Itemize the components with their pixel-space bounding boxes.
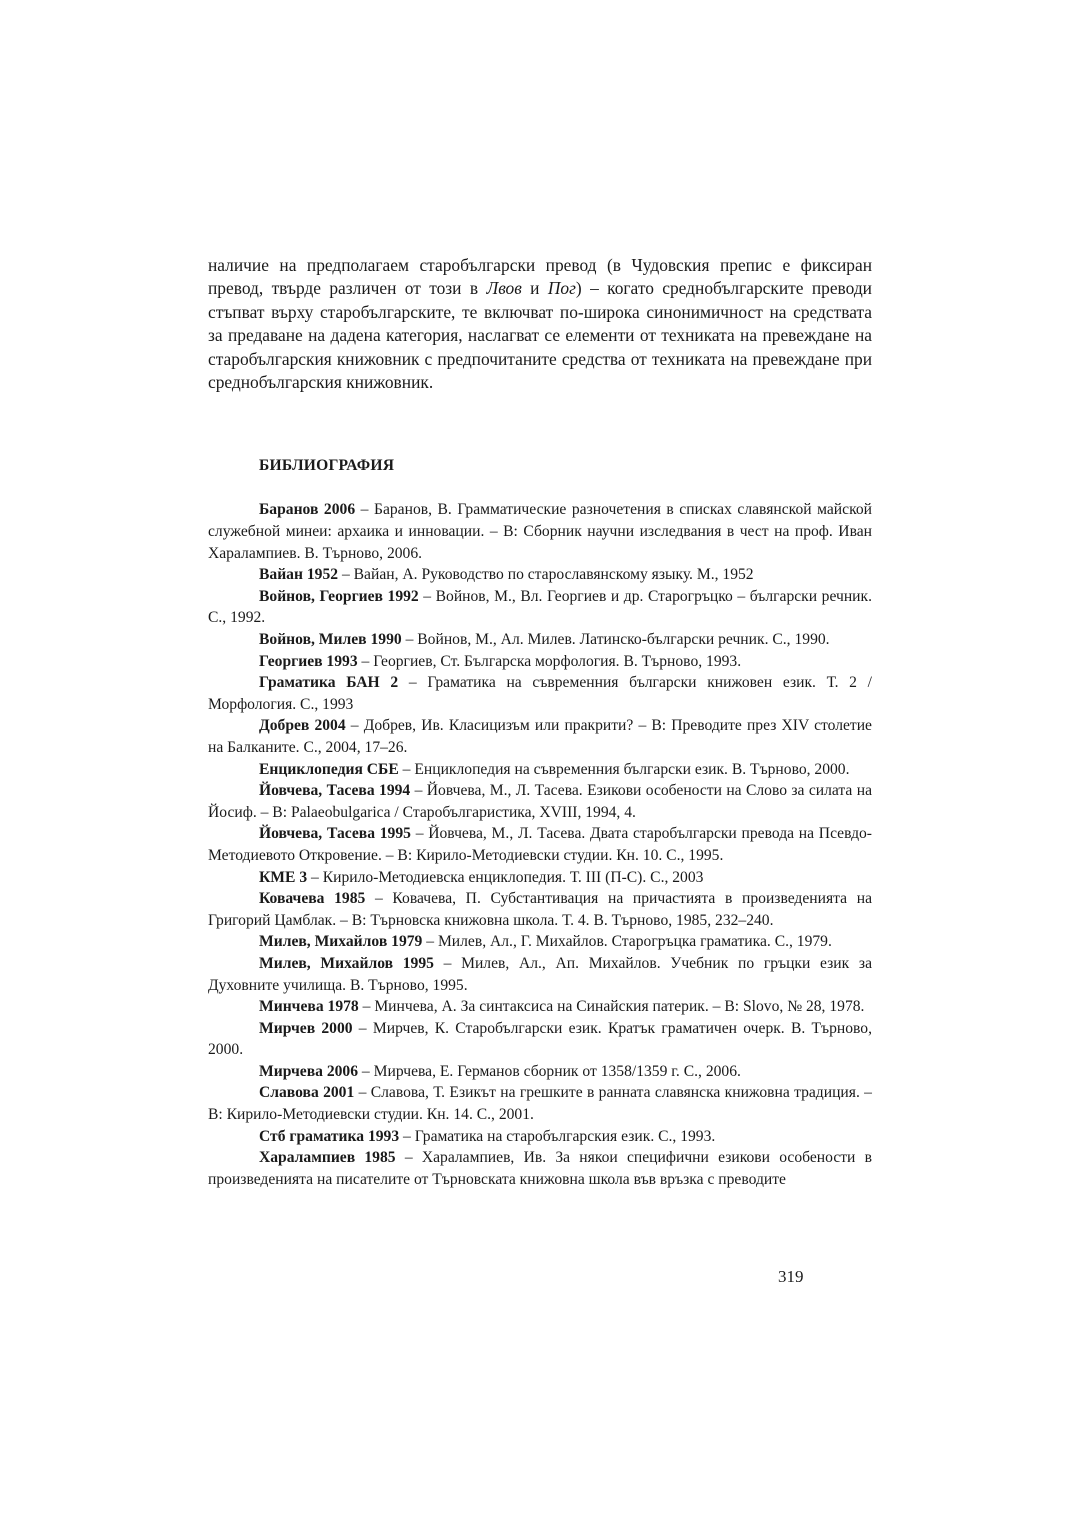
intro-italic-pog: Пог [547, 278, 576, 299]
entry-key: Ковачева 1985 [259, 890, 366, 908]
page-content [208, 254, 872, 1190]
entry-text: – Славова, Т. Езикът на грешките в ранната славянска книжовна традиция. – В: Кирило-Методиевски студии. Кн. 14. С., 2001. [208, 1084, 872, 1124]
entry-key: Стб граматика 1993 [259, 1127, 400, 1145]
entry-text: – Минчева, А. За синтаксиса на Синайския патерик. – В: Slovo, № 28, 1978. [358, 998, 865, 1016]
bibliography-entry [208, 629, 872, 651]
bibliography-entry [208, 586, 872, 629]
entry-key: Георгиев 1993 [259, 652, 358, 670]
entry-text: – Йовчева, М., Л. Тасева. Езикови особености на Слово за силата на Йосиф. – В: Palaeobulgarica / Старобългаристика, XVIII, 1994, 4. [208, 782, 872, 821]
entry-text: – Мирчева, Е. Германов сборник от 1358/1359 г. С., 2006. [358, 1062, 741, 1080]
intro-text-2: и [521, 278, 548, 299]
entry-key: КМЕ 3 [259, 868, 308, 886]
entry-key: Милев, Михайлов 1979 [259, 933, 423, 951]
bibliography-entry [208, 499, 872, 564]
bibliography-entry [208, 1126, 872, 1148]
bibliography-entry [208, 1061, 872, 1083]
bibliography-entry [208, 953, 872, 996]
entry-key: Милев, Михайлов 1995 [259, 954, 434, 972]
bibliography-entry [208, 867, 872, 889]
entry-key: Енциклопедия СБЕ [259, 760, 399, 778]
intro-text-1: наличие на предполагаем старобългарски превод (в Чудовския препис е фиксиран превод, твърде различен от този в [208, 255, 872, 299]
bibliography-entry [208, 1082, 872, 1125]
entry-key: Граматика БАН 2 [259, 674, 399, 692]
bibliography-entry [208, 931, 872, 953]
bibliography-entry [208, 564, 872, 586]
entry-key: Войнов, Георгиев 1992 [259, 587, 419, 605]
bibliography-entry [208, 1147, 872, 1190]
entry-key: Мирчев 2000 [259, 1019, 353, 1037]
intro-italic-lvov: Лвов [486, 278, 522, 299]
entry-text: – Харалампиев, Ив. За някои специфични езикови особености в произведенията на писателите от Търновската книжовна школа във връзка с преводите [208, 1149, 872, 1188]
entry-text: – Вайан, А. Руководство по старославянскому языку. М., 1952 [338, 566, 754, 584]
entry-key: Мирчева 2006 [259, 1062, 359, 1080]
bibliography-entry [208, 651, 872, 673]
entry-key: Вайан 1952 [259, 566, 339, 584]
entry-text: – Мирчев, К. Старобългарски език. Кратък граматичен очерк. В. Търново, 2000. [208, 1019, 872, 1059]
entry-text: – Граматика на старобългарския език. С., 1993. [399, 1127, 716, 1145]
bibliography-entry [208, 715, 872, 758]
entry-key: Баранов 2006 [259, 501, 356, 519]
entry-key: Йовчева, Тасева 1994 [259, 782, 411, 800]
bibliography-entry [208, 888, 872, 931]
entry-key: Йовчева, Тасева 1995 [259, 825, 411, 843]
entry-text: – Милев, Ал., Г. Михайлов. Старогръцка граматика. С., 1979. [422, 933, 832, 951]
bibliography-entry [208, 996, 872, 1018]
bibliography-entry [208, 1018, 872, 1061]
entry-text: – Войнов, М., Ал. Милев. Латинско-български речник. С., 1990. [401, 631, 830, 648]
intro-text-3: ) – когато среднобългарските преводи стъпват върху старобългарските, те включват по-широка синонимичност на средствата за предаване на дадена категория, наслагват се елементи от техниката на превеждане на старобългарския книжовник с предпочитаните средства от техниката на превеждане при среднобългарския книжовник. [208, 278, 872, 393]
entry-text: – Граматика на съвременния български книжовен език. Т. 2 / Морфология. С., 1993 [208, 674, 872, 713]
entry-text: – Войнов, М., Вл. Георгиев и др. Старогръцко – български речник. С., 1992. [208, 587, 872, 627]
entry-key: Минчева 1978 [259, 998, 359, 1016]
entry-text: – Йовчева, М., Л. Тасева. Двата старобългарски превода на Псевдо-Методиевото Откровение. – В: Кирило-Методиевски студии. Кн. 10. С., 1995. [208, 825, 873, 864]
bibliography-entry [208, 759, 872, 781]
entry-key: Добрев 2004 [259, 717, 346, 735]
bibliography-heading: БИБЛИОГРАФИЯ [259, 457, 395, 475]
bibliography-entry [208, 672, 872, 715]
entry-text: – Баранов, В. Грамматические разночетения в списках славянской майской служебной минеи: архаика и инновации. – В: Сборник научни изследвания в чест на проф. Иван Харалампиев. В. Търново, 2006. [208, 501, 872, 562]
intro-paragraph [208, 254, 872, 394]
entry-key: Войнов, Милев 1990 [259, 631, 402, 648]
entry-text: – Кирило-Методиевска енциклопедия. Т. III (П-С). С., 2003 [307, 868, 704, 886]
entry-text: – Ковачева, П. Субстантивация на причастията в произведенията на Григорий Цамблак. – В: Търновска книжовна школа. Т. 4. В. Търново, 1985, 232–240. [208, 890, 872, 929]
bibliography-entry [208, 823, 872, 866]
entry-text: – Георгиев, Ст. Българска морфология. В. Търново, 1993. [357, 652, 742, 670]
entry-key: Харалампиев 1985 [259, 1149, 396, 1167]
entry-key: Славова 2001 [259, 1084, 355, 1102]
entry-text: – Добрев, Ив. Класицизъм или пракрити? – В: Преводите през XIV столетие на Балканите. С., 2004, 17–26. [208, 717, 872, 756]
entry-text: – Милев, Ал., Ап. Михайлов. Учебник по гръцки език за Духовните училища. В. Търново, 1995. [208, 954, 872, 994]
page-number: 319 [778, 1267, 804, 1286]
bibliography-entry [208, 780, 872, 823]
entry-text: – Енциклопедия на съвременния български език. В. Търново, 2000. [398, 760, 850, 778]
bibliography-list [208, 499, 872, 1190]
